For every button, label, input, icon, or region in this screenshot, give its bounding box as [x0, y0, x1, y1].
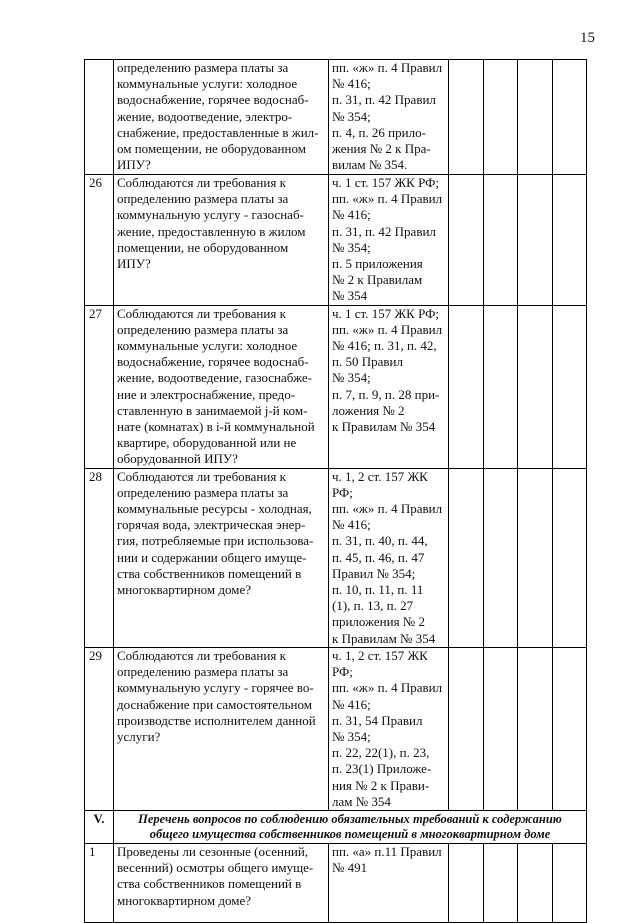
question-line: многоквартирном доме? — [117, 582, 252, 598]
reference-line: № 416; — [332, 207, 371, 223]
row-number: 1 — [85, 843, 114, 922]
reference-cell — [329, 647, 449, 810]
reference-line: п. 7, п. 9, п. 28 при- — [332, 386, 440, 402]
question-cell — [114, 647, 329, 810]
table-row — [85, 60, 587, 175]
page-number: 15 — [580, 30, 595, 46]
question-line: определению размера платы за — [117, 321, 289, 337]
question-line: определению размера платы за — [117, 191, 289, 207]
reference-line: п. 23(1) Приложе- — [332, 761, 432, 777]
question-line: многоквартирном доме? — [117, 892, 252, 908]
answer-cell — [552, 468, 587, 647]
answer-cell — [483, 60, 518, 175]
answer-cell — [518, 175, 553, 306]
answer-cell — [552, 175, 587, 306]
question-line: доснабжение при самостоятельном — [117, 696, 312, 712]
table-body — [85, 60, 587, 923]
reference-line: № 354; — [332, 370, 371, 386]
question-line: Соблюдаются ли требования к — [117, 305, 286, 321]
table-row — [85, 305, 587, 468]
reference-cell — [329, 468, 449, 647]
question-line: ства собственников помещений в — [117, 876, 302, 892]
question-line: помещении, не оборудованном — [117, 239, 289, 255]
table-row — [85, 843, 587, 922]
reference-line: п. 5 приложения — [332, 256, 423, 272]
row-number: 26 — [85, 175, 114, 306]
question-line: коммунальную услугу - газоснаб- — [117, 207, 304, 223]
reference-cell — [329, 60, 449, 175]
reference-line: пп. «ж» п. 4 Правил — [332, 680, 443, 696]
section-title-line: общего имущества собственников помещений в многоквартирном доме — [149, 826, 551, 841]
answer-cell — [449, 468, 484, 647]
answer-cell — [552, 60, 587, 175]
reference-line: п. 31, 54 Правил — [332, 712, 423, 728]
row-number: 28 — [85, 468, 114, 647]
reference-line: № 2 к Правилам — [332, 272, 423, 288]
reference-line: ния № 2 к Прави- — [332, 777, 430, 793]
row-number: 29 — [85, 647, 114, 810]
question-line: услуги? — [117, 728, 161, 744]
reference-line: № 416; — [332, 76, 371, 92]
reference-line: № 354; — [332, 108, 371, 124]
question-line: жение, водоотведение, газоснабже- — [117, 370, 312, 386]
question-line: ставленную в занимаемой j-й ком- — [117, 402, 308, 418]
reference-line: РФ; — [332, 664, 353, 680]
answer-cell — [449, 60, 484, 175]
checklist-table — [84, 59, 587, 923]
reference-line: ч. 1, 2 ст. 157 ЖК — [332, 647, 428, 663]
reference-cell — [329, 175, 449, 306]
answer-cell — [518, 843, 553, 922]
answer-cell — [449, 175, 484, 306]
question-line: водоснабжение, горячее водоснаб- — [117, 92, 309, 108]
question-line: снабжение, предоставленные в жил- — [117, 124, 319, 140]
answer-cell — [483, 175, 518, 306]
question-line: ИПУ? — [117, 256, 151, 272]
row-number: 27 — [85, 305, 114, 468]
reference-line: (1), п. 13, п. 27 — [332, 598, 414, 614]
reference-line: пп. «ж» п. 4 Правил — [332, 321, 443, 337]
reference-line: п. 31, п. 42 Правил — [332, 223, 436, 239]
question-line: определению размера платы за — [117, 60, 289, 75]
question-line: квартире, оборудованной или не — [117, 435, 297, 451]
question-cell — [114, 60, 329, 175]
reference-line: ч. 1 ст. 157 ЖК РФ; — [332, 305, 439, 321]
answer-cell — [518, 468, 553, 647]
reference-line: Правил № 354; — [332, 565, 416, 581]
reference-line: жения № 2 к Пра- — [332, 141, 431, 157]
question-cell — [114, 468, 329, 647]
section-title-line: Перечень вопросов по соблюдению обязательных требований к содержанию — [138, 811, 562, 826]
question-line: ние и электроснабжение, предо- — [117, 386, 296, 402]
reference-line: № 354; — [332, 728, 371, 744]
question-line: гия, потребляемые при использова- — [117, 533, 314, 549]
reference-line: ложения № 2 — [332, 402, 405, 418]
reference-line: РФ; — [332, 484, 353, 500]
reference-line: пп. «ж» п. 4 Правил — [332, 191, 443, 207]
reference-line: вилам № 354. — [332, 157, 408, 173]
reference-line: п. 4, п. 26 прило- — [332, 124, 426, 140]
reference-line: № 416; — [332, 517, 371, 533]
question-cell — [114, 305, 329, 468]
question-line: горячая вода, электрическая энер- — [117, 517, 306, 533]
question-line: оборудованной ИПУ? — [117, 451, 238, 467]
reference-line: № 354 — [332, 288, 368, 304]
question-line: Проведены ли сезонные (осенний, — [117, 843, 309, 859]
answer-cell — [552, 843, 587, 922]
reference-line: № 354; — [332, 239, 371, 255]
question-line: ом помещении, не оборудованном — [117, 141, 306, 157]
question-line: коммунальные услуги: холодное — [117, 338, 298, 354]
question-line: определению размера платы за — [117, 664, 289, 680]
reference-line: № 416; п. 31, п. 42, — [332, 338, 437, 354]
question-line: нии и содержании общего имуще- — [117, 549, 307, 565]
row-number — [85, 60, 114, 175]
question-line: жение, водоотведение, электро- — [117, 108, 293, 124]
reference-line: пп. «ж» п. 4 Правил — [332, 60, 443, 75]
reference-line: к Правилам № 354 — [332, 419, 436, 435]
section-number: V. — [85, 810, 114, 843]
answer-cell — [518, 647, 553, 810]
reference-line: п. 31, п. 40, п. 44, — [332, 533, 428, 549]
answer-cell — [518, 60, 553, 175]
section-title — [114, 810, 587, 843]
reference-line: лам № 354 — [332, 793, 391, 809]
reference-line: п. 22, 22(1), п. 23, — [332, 745, 430, 761]
question-line: Соблюдаются ли требования к — [117, 468, 286, 484]
answer-cell — [449, 843, 484, 922]
question-line: весенний) осмотры общего имуще- — [117, 860, 314, 876]
reference-line: приложения № 2 — [332, 614, 425, 630]
table-row — [85, 175, 587, 306]
table-row — [85, 647, 587, 810]
answer-cell — [449, 647, 484, 810]
section-row — [85, 810, 587, 843]
question-line: Соблюдаются ли требования к — [117, 175, 286, 190]
question-line: водоснабжение, горячее водоснаб- — [117, 354, 309, 370]
question-line: Соблюдаются ли требования к — [117, 647, 286, 663]
question-line: коммунальную услугу - горячее во- — [117, 680, 314, 696]
reference-cell — [329, 305, 449, 468]
table-row — [85, 468, 587, 647]
reference-line: ч. 1, 2 ст. 157 ЖК — [332, 468, 428, 484]
question-line: ИПУ? — [117, 157, 151, 173]
answer-cell — [552, 647, 587, 810]
answer-cell — [483, 468, 518, 647]
reference-line: пп. «ж» п. 4 Правил — [332, 501, 443, 517]
reference-line: № 491 — [332, 860, 368, 876]
reference-cell — [329, 843, 449, 922]
question-line: коммунальные услуги: холодное — [117, 76, 298, 92]
reference-line: п. 31, п. 42 Правил — [332, 92, 436, 108]
answer-cell — [483, 647, 518, 810]
reference-line: п. 50 Правил — [332, 354, 403, 370]
question-line: производстве исполнителем данной — [117, 712, 316, 728]
answer-cell — [483, 843, 518, 922]
reference-line: пп. «а» п.11 Правил — [332, 843, 442, 859]
question-line: нате (комнатах) в i-й коммунальной — [117, 419, 315, 435]
answer-cell — [518, 305, 553, 468]
reference-line: п. 45, п. 46, п. 47 — [332, 549, 425, 565]
reference-line: ч. 1 ст. 157 ЖК РФ; — [332, 175, 439, 190]
answer-cell — [449, 305, 484, 468]
answer-cell — [552, 305, 587, 468]
question-cell — [114, 843, 329, 922]
reference-line: № 416; — [332, 696, 371, 712]
reference-line: п. 10, п. 11, п. 11 — [332, 582, 424, 598]
reference-line: к Правилам № 354 — [332, 630, 436, 646]
question-line: ства собственников помещений в — [117, 565, 302, 581]
question-line: жение, предоставленную в жилом — [117, 223, 306, 239]
question-line: коммунальные ресурсы - холодная, — [117, 501, 312, 517]
answer-cell — [483, 305, 518, 468]
question-cell — [114, 175, 329, 306]
question-line: определению размера платы за — [117, 484, 289, 500]
